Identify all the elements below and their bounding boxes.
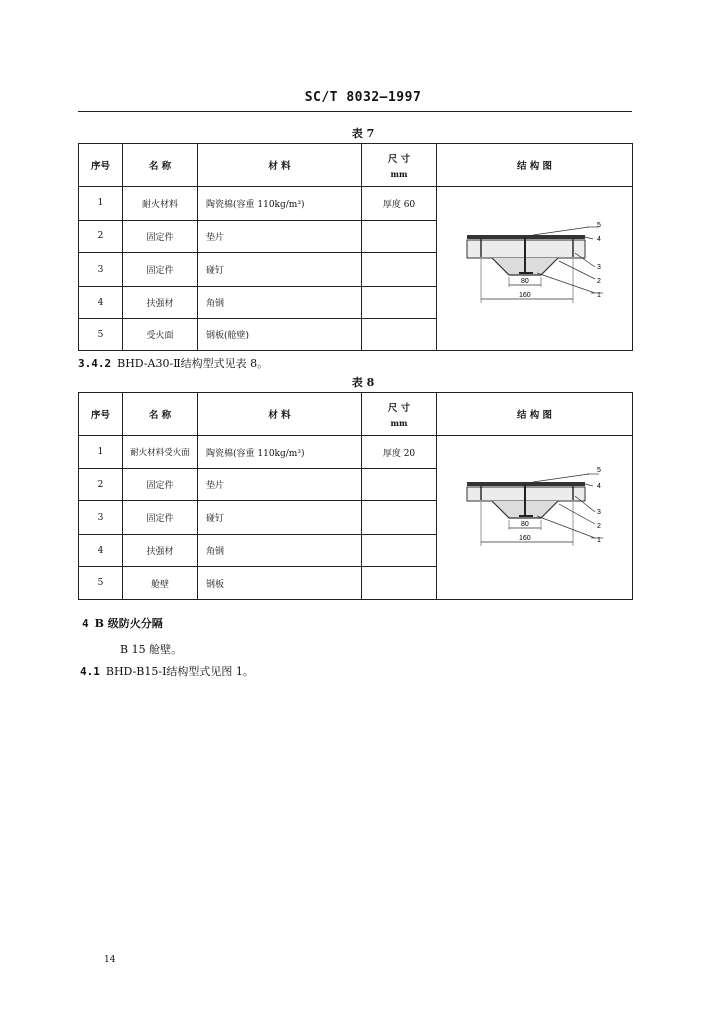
callout-5: 5	[597, 467, 601, 474]
table8-row3-size	[362, 501, 437, 535]
table8-header-no: 序号	[79, 393, 123, 436]
table7-row2-material: 垫片	[198, 220, 362, 252]
section-3-4-2	[78, 355, 268, 371]
table7-row3-size	[362, 252, 437, 287]
table8-row1-size: 厚度 20	[362, 436, 437, 469]
table7-row5-material: 钢板(舱壁)	[198, 319, 362, 351]
table8-header-material: 材 料	[198, 393, 362, 436]
dim-inner: 80	[521, 521, 529, 528]
table7-header-row	[79, 144, 633, 187]
document-code: SC/T 8032—1997	[304, 90, 422, 105]
table7-row3-material: 碰钉	[198, 252, 362, 287]
table7-structure-diagram	[437, 187, 633, 347]
table8-caption: 表 8	[351, 376, 375, 389]
table7-row4-size	[362, 287, 437, 319]
dim-outer: 160	[519, 292, 531, 299]
table8-row4-size	[362, 535, 437, 567]
table8-header-row	[79, 393, 633, 436]
table7-row4-name: 扶强材	[123, 287, 198, 319]
table8-row2-size	[362, 469, 437, 501]
table8-header-size-unit: mm	[390, 418, 408, 428]
table8-row2-no: 2	[79, 469, 123, 501]
callout-1: 1	[597, 292, 601, 299]
table7-row1-no: 1	[79, 187, 123, 221]
table8-header-size-label: 尺 寸	[387, 403, 411, 414]
table8-header-diagram: 结 构 图	[437, 393, 633, 436]
callout-2: 2	[597, 278, 601, 285]
table8-row2-material: 垫片	[198, 469, 362, 501]
table7-header-diagram: 结 构 图	[437, 144, 633, 187]
table7-header-no: 序号	[79, 144, 123, 187]
table7-row3-no: 3	[79, 252, 123, 287]
section-4-1	[80, 663, 254, 679]
section-4-number: 4	[82, 617, 89, 630]
section-4-1-number: 4.1	[80, 665, 100, 678]
table7-row2-name: 固定件	[123, 220, 198, 252]
table7-caption: 表 7	[351, 127, 375, 140]
table8-row5-name: 舱壁	[123, 567, 198, 600]
table8-row5-material: 钢板	[198, 567, 362, 600]
section-4-heading	[82, 615, 163, 631]
table8-row1-material: 陶瓷棉(容重 110kg/m³)	[198, 436, 362, 469]
table8-row1-no: 1	[79, 436, 123, 469]
table8-diagram-cell	[437, 436, 633, 600]
table7-header-size-unit: mm	[390, 169, 408, 179]
table7-row2-no: 2	[79, 220, 123, 252]
table8-row3-material: 碰钉	[198, 501, 362, 535]
callout-4: 4	[597, 236, 601, 243]
callout-4: 4	[597, 483, 601, 490]
table8-row1-name: 耐火材料受火面	[123, 436, 198, 469]
callout-5: 5	[597, 222, 601, 229]
table7-row2-size	[362, 220, 437, 252]
table8-row4-material: 角钢	[198, 535, 362, 567]
dim-inner: 80	[521, 278, 529, 285]
callout-1: 1	[597, 537, 601, 544]
table7	[78, 143, 633, 351]
section-4-body: B 15 舱壁。	[120, 643, 183, 656]
callout-3: 3	[597, 264, 601, 271]
table8-row5-no: 5	[79, 567, 123, 600]
table7-row3-name: 固定件	[123, 252, 198, 287]
table7-row1-material: 陶瓷棉(容重 110kg/m³)	[198, 187, 362, 221]
section-3-4-2-number: 3.4.2	[78, 357, 112, 370]
table7-header-size-label: 尺 寸	[387, 154, 411, 165]
table8	[78, 392, 633, 600]
table8-row4-no: 4	[79, 535, 123, 567]
table8-structure-diagram	[437, 436, 633, 596]
table7-header-material: 材 料	[198, 144, 362, 187]
table7-diagram-cell	[437, 187, 633, 351]
table7-row4-material: 角钢	[198, 287, 362, 319]
table7-row5-name: 受火面	[123, 319, 198, 351]
table7-row1-name: 耐火材料	[123, 187, 198, 221]
dim-outer: 160	[519, 535, 531, 542]
table8-row2-name: 固定件	[123, 469, 198, 501]
section-3-4-2-text: BHD-A30-Ⅱ结构型式见表 8。	[117, 357, 269, 370]
table7-row5-no: 5	[79, 319, 123, 351]
table8-header-name: 名 称	[123, 393, 198, 436]
table7-row1-size: 厚度 60	[362, 187, 437, 221]
table8-row3-no: 3	[79, 501, 123, 535]
table7-header-name: 名 称	[123, 144, 198, 187]
section-4-title: B 级防火分隔	[94, 617, 163, 630]
page-number: 14	[104, 955, 116, 965]
table8-row5-size	[362, 567, 437, 600]
header-rule	[78, 111, 632, 112]
callout-2: 2	[597, 523, 601, 530]
table7-row5-size	[362, 319, 437, 351]
table8-row3-name: 固定件	[123, 501, 198, 535]
section-4-1-text: BHD-B15-Ⅰ结构型式见图 1。	[105, 665, 254, 678]
callout-3: 3	[597, 509, 601, 516]
table-row	[79, 436, 633, 469]
table8-header-size	[362, 393, 437, 436]
table7-header-size	[362, 144, 437, 187]
table-row	[79, 187, 633, 221]
table7-row4-no: 4	[79, 287, 123, 319]
table8-row4-name: 扶强材	[123, 535, 198, 567]
